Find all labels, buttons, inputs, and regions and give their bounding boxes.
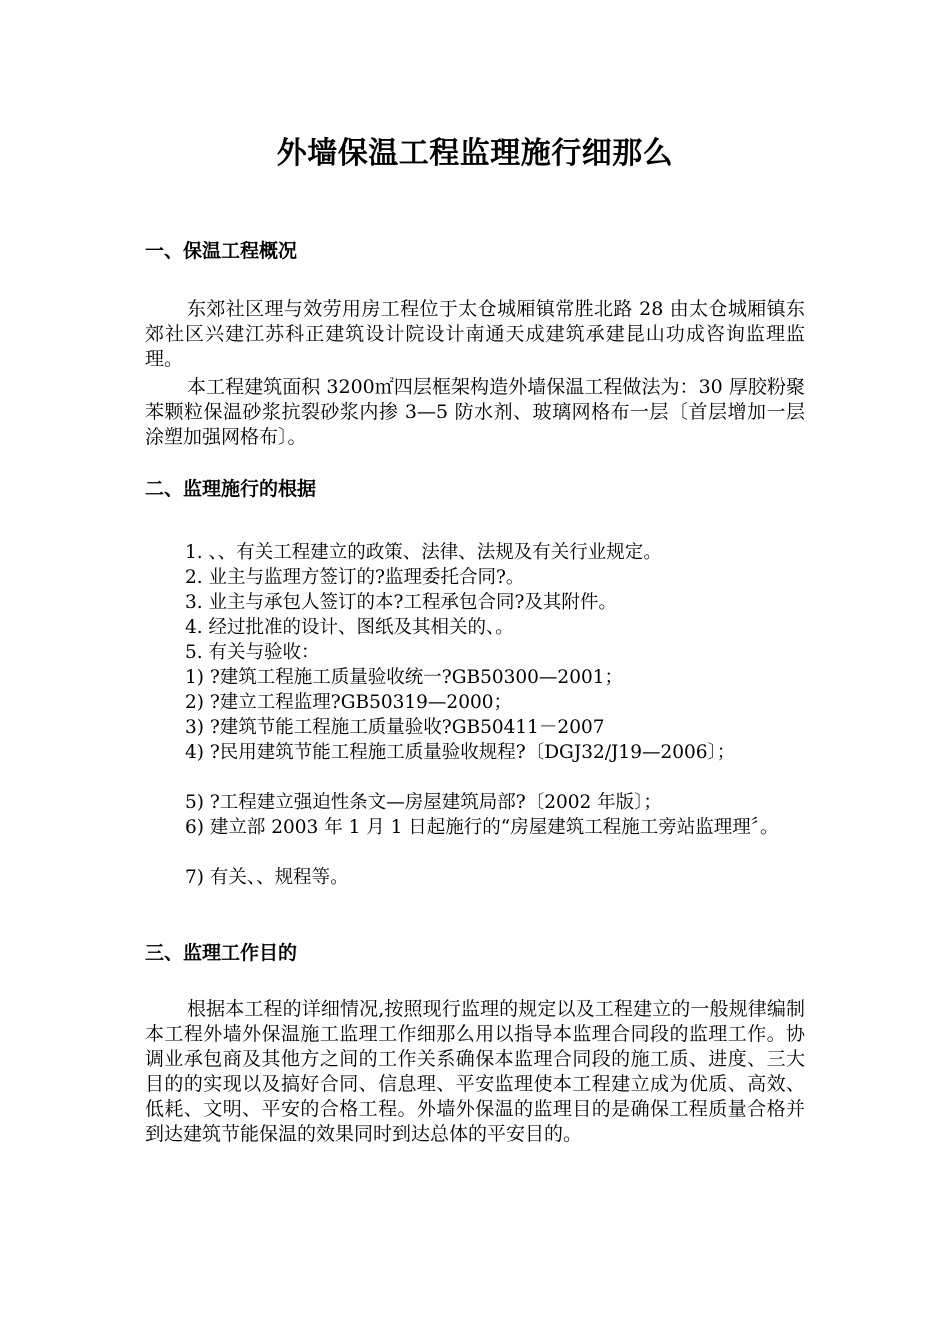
list-item: 5) ?工程建立强迫性条文—房屋建筑局部?〔2002 年版〕；: [185, 792, 662, 813]
list-item: 3) ?建筑节能工程施工质量验收?GB50411－2007: [185, 717, 605, 738]
list-item: 3. 业主与承包人签订的本?工程承包合同?及其附件。: [185, 592, 617, 613]
list-item: 7) 有关、、规程等。: [185, 867, 349, 888]
section-heading-overview: 一、保温工程概况: [145, 240, 298, 262]
list-item: 4) ?民用建筑节能工程施工质量验收规程?〔DGJ32/J19—2006〕；: [185, 742, 736, 763]
paragraph-project-method: 本工程建筑面积 3200㎡四层框架构造外墙保温工程做法为：30 厚胶粉聚苯颗粒保温砂浆抗裂砂浆内掺 3—5 防水剂、玻璃网格布一层〔首层增加一层涂塑加强网格布〕。: [145, 376, 805, 448]
section-heading-goals: 三、监理工作目的: [145, 942, 298, 964]
list-item: 1. 、、有关工程建立的政策、法律、法规及有关行业规定。: [185, 542, 662, 563]
list-item: 2) ?建立工程监理?GB50319—2000；: [185, 692, 513, 713]
list-item: 4. 经过批准的设计、图纸及其相关的、。: [185, 617, 514, 638]
list-item: 5. 有关与验收：: [185, 642, 320, 663]
list-item: 6) 建立部 2003 年 1 月 1 日起施行的“房屋建筑工程施工旁站监理理〞。: [185, 817, 779, 838]
paragraph-goals: 根据本工程的详细情况,按照现行监理的规定以及工程建立的一般规律编制本工程外墙外保温施工监理工作细那么用以指导本监理合同段的监理工作。协调业承包商及其他方之间的工作关系确保本监理合同段的施工质、进度、三大目的的实现以及搞好合同、信息理、平安监理使本工程建立成为优质、高效、低耗、文明、平安的合格工程。外墙外保温的监理目的是确保工程质量合格并到达建筑节能保温的效果同时到达总体的平安目的。: [145, 998, 805, 1145]
list-item: 2. 业主与监理方签订的?监理委托合同?。: [185, 567, 525, 588]
list-item: 1) ?建筑工程施工质量验收统一?GB50300—2001；: [185, 667, 624, 688]
paragraph-project-location: 东郊社区理与效劳用房工程位于太仓城厢镇常胜北路 28 由太仓城厢镇东郊社区兴建江苏科正建筑设计院设计南通天成建筑承建昆山功成咨询监理监理。: [145, 298, 805, 370]
document-title: 外墙保温工程监理施行细那么: [276, 136, 674, 171]
section-heading-basis: 二、监理施行的根据: [145, 478, 317, 500]
